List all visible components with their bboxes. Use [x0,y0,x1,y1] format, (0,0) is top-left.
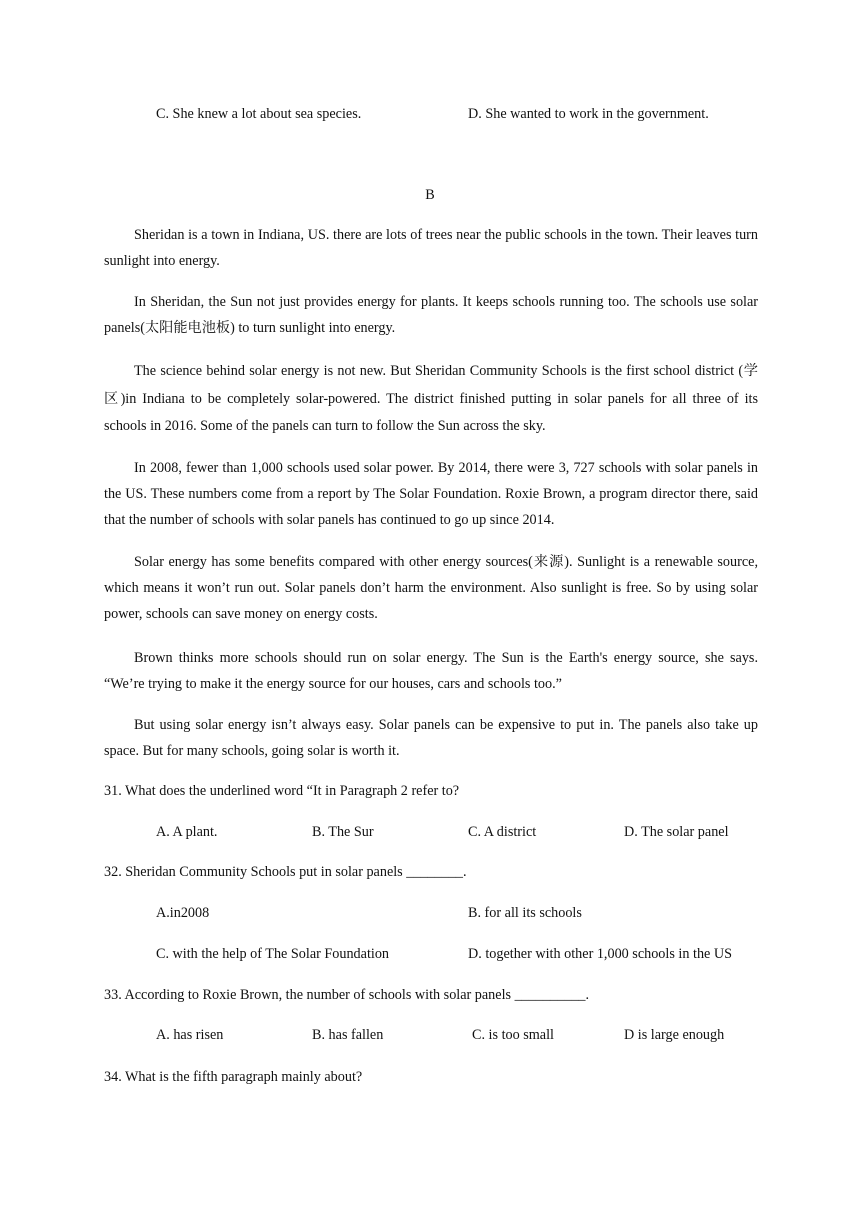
question-32-stem: 32. Sheridan Community Schools put in solar panels ________. [104,864,467,880]
passage-paragraph-1: Sheridan is a town in Indiana, US. there are lots of trees near the public schools in the town. Their leaves turn sunlight into energy. [104,227,758,269]
prev-option-d: D. She wanted to work in the government. [468,106,709,122]
question-32-option-b: B. for all its schools [468,905,582,921]
passage-paragraph-5: Solar energy has some benefits compared with other energy sources(来源). Sunlight is a renewable source, which means it won’t run out. Solar panels don’t harm the environment. Also sunlight is free. So by using solar power, schools can save money on energy costs. [104,554,758,622]
question-33-option-d: D is large enough [624,1027,725,1043]
question-33-option-c: C. is too small [472,1027,554,1043]
passage-paragraph-6: Brown thinks more schools should run on solar energy. The Sun is the Earth's energy source, she says. “We’re trying to make it the energy source for our houses, cars and schools too.” [104,650,758,692]
passage-paragraph-7: But using solar energy isn’t always easy. Solar panels can be expensive to put in. The panels also take up space. But for many schools, going solar is worth it. [104,717,758,759]
passage-paragraph-2: In Sheridan, the Sun not just provides energy for plants. It keeps schools running too. The schools use solar panels(太阳能电池板) to turn sunlight into energy. [104,294,758,336]
passage-paragraph-4: In 2008, fewer than 1,000 schools used solar power. By 2014, there were 3, 727 schools with solar panels in the US. These numbers come from a report by The Solar Foundation. Roxie Brown, a program director there, said that the number of schools with solar panels has continued to go up since 2014. [104,460,758,528]
prev-option-c: C. She knew a lot about sea species. [156,106,362,122]
question-32-option-d: D. together with other 1,000 schools in the US [468,946,733,962]
question-32-option-c: C. with the help of The Solar Foundation [156,946,390,962]
question-32-option-a: A.in2008 [156,905,210,921]
question-31-option-c: C. A district [468,824,537,840]
question-34-stem: 34. What is the fifth paragraph mainly about? [104,1069,363,1085]
question-31-stem: 31. What does the underlined word “It in Paragraph 2 refer to? [104,783,460,799]
passage-paragraph-3: The science behind solar energy is not new. But Sheridan Community Schools is the first school district (学区)in Indiana to be completely solar-powered. The district finished putting in solar panels for all three of its schools in 2016. Some of the panels can turn to follow the Sun across the sky. [104,363,758,434]
question-33-stem: 33. According to Roxie Brown, the number of schools with solar panels __________. [104,987,590,1003]
section-letter: B [425,187,435,203]
question-31-option-d: D. The solar panel [624,824,729,840]
question-33-option-a: A. has risen [156,1027,224,1043]
question-31-option-a: A. A plant. [156,824,218,840]
question-31-option-b: B. The Sur [312,824,374,840]
question-33-option-b: B. has fallen [312,1027,384,1043]
